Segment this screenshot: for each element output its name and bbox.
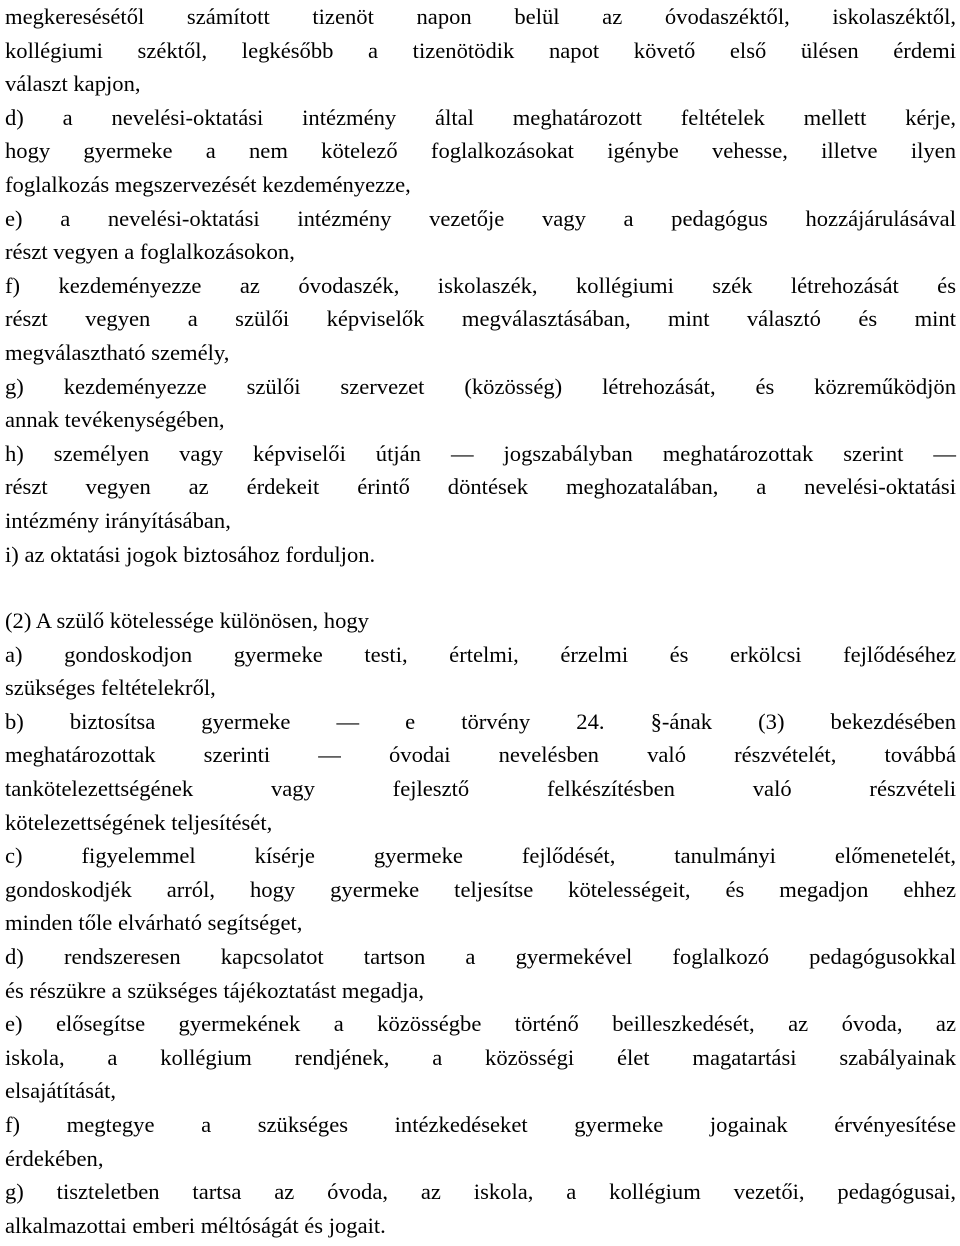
- text-line: iskola, a kollégium rendjének, a közösségi élet magatartási szabályainak: [5, 1044, 956, 1070]
- text-line: f) kezdeményezze az óvodaszék, iskolaszék, kollégiumi szék létrehozását és: [5, 272, 956, 298]
- text-line: (2) A szülő kötelessége különösen, hogy: [5, 608, 369, 634]
- text-line: e) a nevelési-oktatási intézmény vezetője vagy a pedagógus hozzájárulásával: [5, 205, 956, 231]
- text-line: elsajátítását,: [5, 1078, 117, 1104]
- text-line: gondoskodjék arról, hogy gyermeke teljesítse kötelességeit, és megadjon ehhez: [5, 876, 956, 902]
- text-line: intézmény irányításában,: [5, 507, 231, 533]
- text-line: részt vegyen az érdekeit érintő döntések meghozatalában, a nevelési-oktatási: [5, 474, 956, 500]
- text-line: hogy gyermeke a nem kötelező foglalkozásokat igénybe vehesse, illetve ilyen: [5, 138, 956, 164]
- text-line: e) elősegítse gyermekének a közösségbe történő beilleszkedését, az óvoda, az: [5, 1011, 956, 1037]
- text-line: megkeresésétől számított tizenöt napon belül az óvodaszéktől, iskolaszéktől,: [5, 4, 956, 29]
- text-line: részt vegyen a foglalkozásokon,: [5, 239, 295, 265]
- paragraph-gap: [5, 571, 956, 604]
- text-line: a) gondoskodjon gyermeke testi, értelmi, érzelmi és erkölcsi fejlődéséhez: [5, 641, 956, 667]
- text-line: foglalkozás megszervezését kezdeményezze,: [5, 171, 411, 197]
- text-line: tankötelezettségének vagy fejlesztő felkészítésben való részvételi: [5, 776, 956, 802]
- text-line: érdekében,: [5, 1145, 104, 1171]
- text-line: részt vegyen a szülői képviselők megválasztásában, mint választó és mint: [5, 306, 956, 332]
- text-line: alkalmazottai emberi méltóságát és jogait.: [5, 1212, 386, 1238]
- text-line: és részükre a szükséges tájékoztatást megadja,: [5, 977, 425, 1003]
- text-line: d) rendszeresen kapcsolatot tartson a gyermekével foglalkozó pedagógusokkal: [5, 944, 956, 970]
- parent-obligations-section: [5, 604, 956, 1242]
- text-line: g) kezdeményezze szülői szervezet (közösség) létrehozását, és közreműködjön: [5, 373, 956, 399]
- text-line: meghatározottak szerinti — óvodai nevelésben való részvételét, továbbá: [5, 742, 956, 768]
- text-line: kollégiumi széktől, legkésőbb a tizenötödik napot követő első ülésen érdemi: [5, 37, 956, 63]
- text-line: b) biztosítsa gyermeke — e törvény 24. §-ának (3) bekezdésében: [5, 708, 956, 734]
- text-line: g) tiszteletben tartsa az óvoda, az iskola, a kollégium vezetői, pedagógusai,: [5, 1179, 956, 1205]
- text-line: megválasztható személy,: [5, 339, 230, 365]
- text-line: választ kapjon,: [5, 71, 141, 97]
- text-line: szükséges feltételekről,: [5, 675, 216, 701]
- text-line: d) a nevelési-oktatási intézmény által meghatározott feltételek mellett kérje,: [5, 104, 956, 130]
- text-line: minden tőle elvárható segítséget,: [5, 910, 303, 936]
- text-line: i) az oktatási jogok biztosához forduljon.: [5, 541, 376, 567]
- rights-list-continuation: [5, 0, 956, 571]
- text-line: kötelezettségének teljesítését,: [5, 809, 273, 835]
- text-line: h) személyen vagy képviselői útján — jogszabályban meghatározottak szerint —: [5, 440, 956, 466]
- text-line: annak tevékenységében,: [5, 407, 225, 433]
- text-line: c) figyelemmel kísérje gyermeke fejlődését, tanulmányi előmenetelét,: [5, 843, 956, 869]
- text-line: f) megtegye a szükséges intézkedéseket gyermeke jogainak érvényesítése: [5, 1112, 956, 1137]
